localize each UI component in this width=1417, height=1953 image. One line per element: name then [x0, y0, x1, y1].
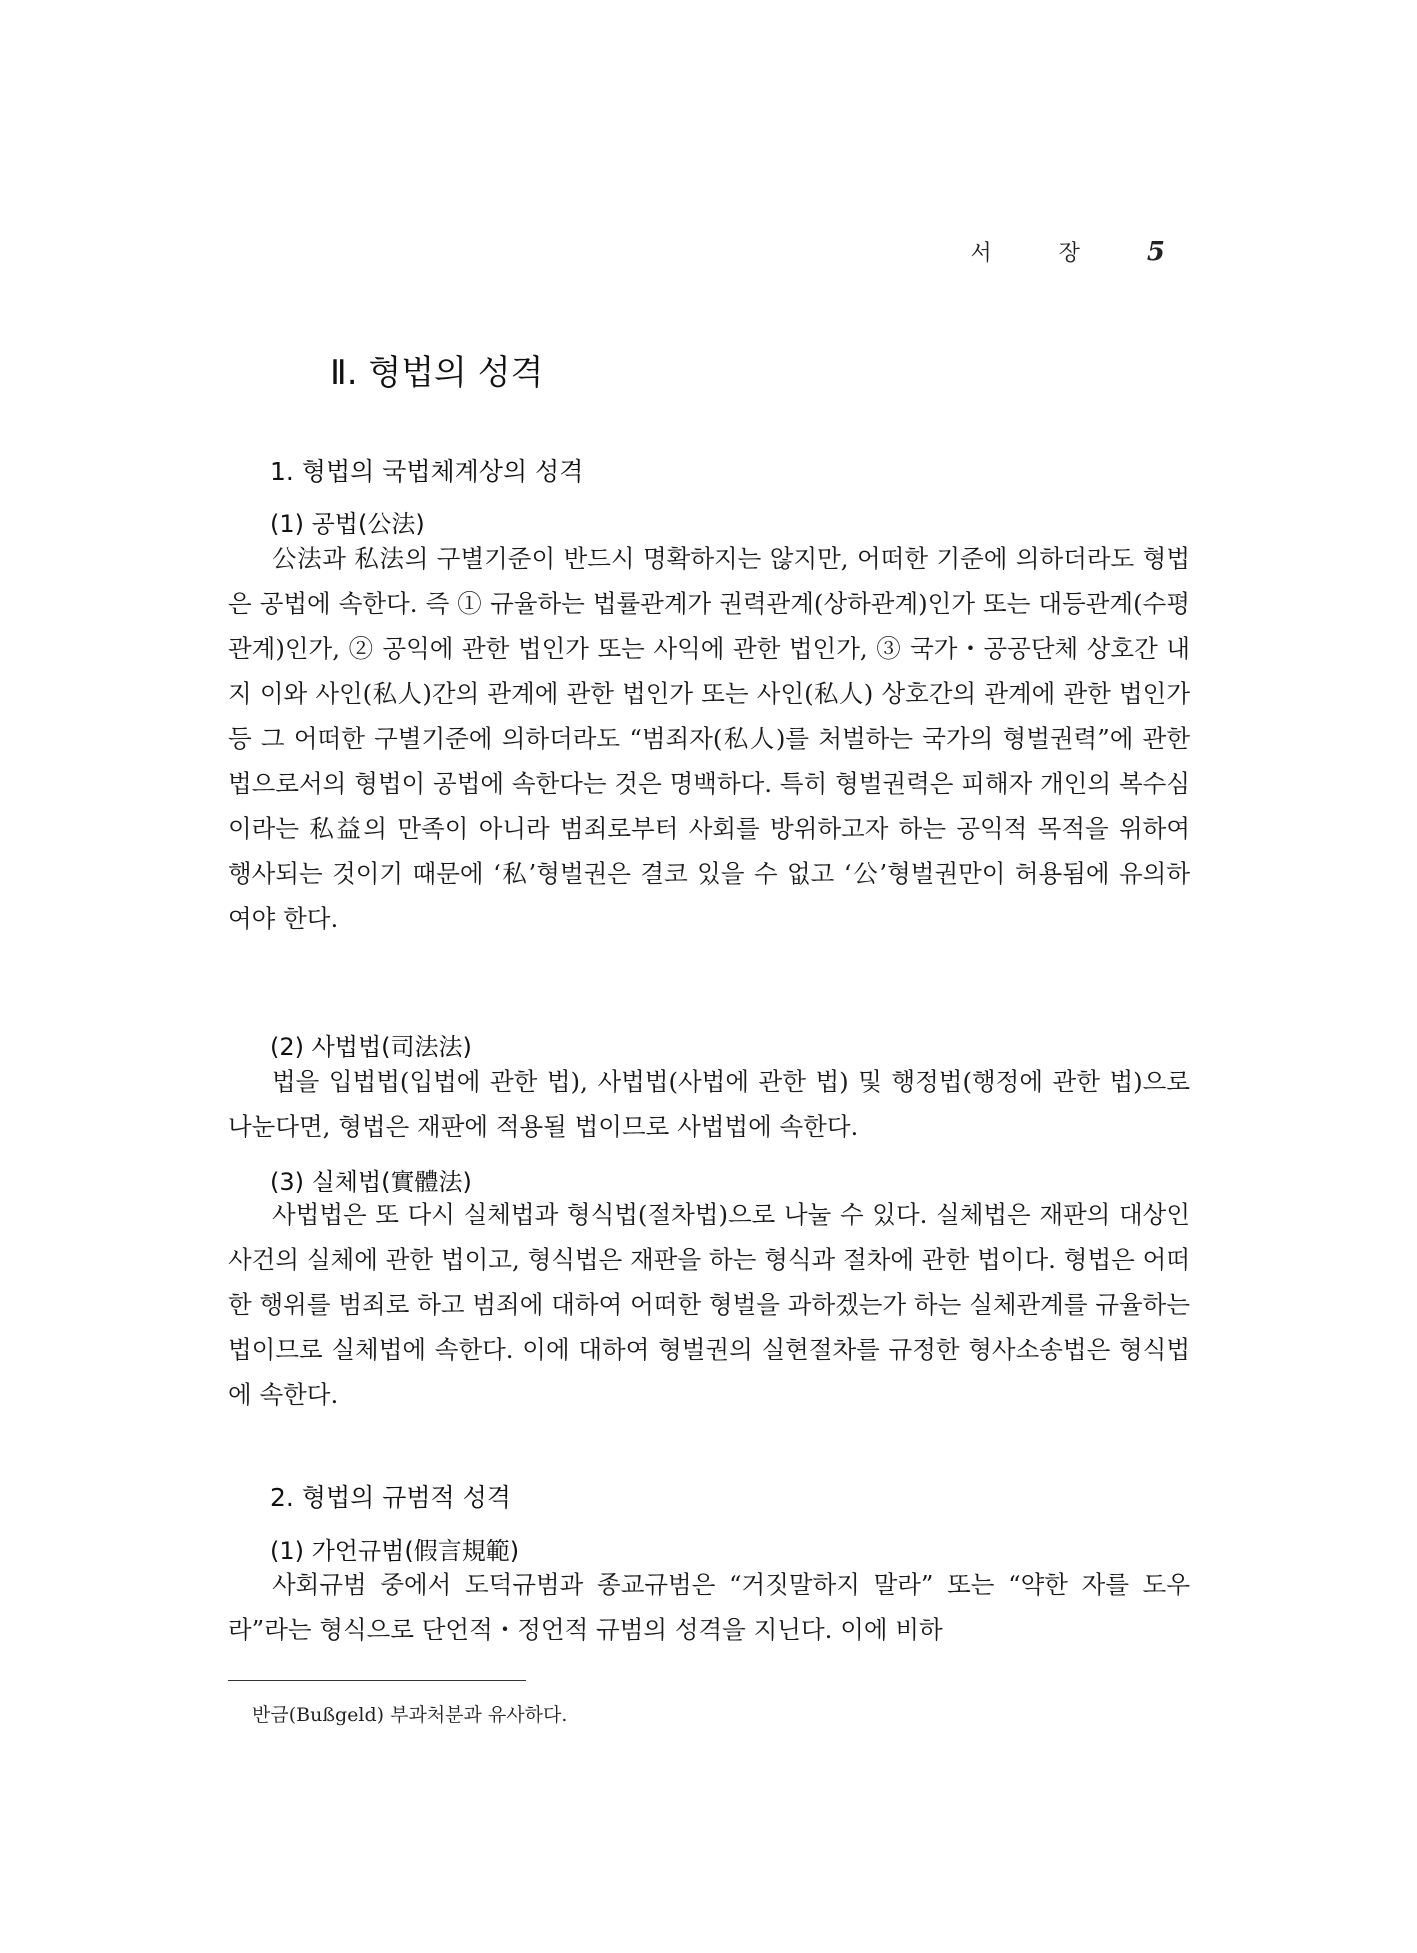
paragraph-judicial-law: 법을 입법법(입법에 관한 법), 사법법(사법에 관한 법) 및 행정법(행정에 관한 법)으로 나눈다면, 형법은 재판에 적용될 법이므로 사법법에 속한다. [228, 1067, 1190, 1141]
chapter-title: Ⅱ. 형법의 성격 [330, 353, 544, 393]
paragraph-substantive-law: 사법법은 또 다시 실체법과 형식법(절차법)으로 나눌 수 있다. 실체법은 재판의 대상인 사건의 실체에 관한 법이고, 형식법은 재판을 하는 형식과 절차에 관한 법이다. 형법은 어떠한 행위를 범죄로 하고 범죄에 대하여 어떠한 형벌을 과하겠는가 하는 실체관계를 규율하는 법이므로 실체법에 속한다. 이에 대하여 형벌권의 실현절차를 규정한 형사소송법은 형식법에 속한다. [228, 1200, 1190, 1409]
section-heading-2: 2. 형법의 규범적 성격 [270, 1483, 511, 1512]
footnote: 반금(Bußgeld) 부과처분과 유사하다. [252, 1704, 568, 1726]
subsection-heading-judicial-law: (2) 사법법(司法法) [270, 1033, 472, 1061]
subsection-heading-hypothetical-norm: (1) 가언규범(假言規範) [270, 1537, 520, 1565]
chapter-label: 서 장 [970, 241, 1110, 266]
footnote-divider [228, 1680, 526, 1681]
section-heading-1: 1. 형법의 국법체계상의 성격 [270, 457, 584, 486]
running-head [970, 236, 1165, 267]
paragraph-hypothetical-norm: 사회규범 중에서 도덕규범과 종교규범은 “거짓말하지 말라” 또는 “약한 자를 도우라”라는 형식으로 단언적・정언적 규범의 성격을 지닌다. 이에 비하 [228, 1570, 1190, 1644]
subsection-heading-substantive-law: (3) 실체법(實體法) [270, 1168, 472, 1196]
page-number: 5 [1146, 237, 1165, 267]
paragraph-public-law: 公法과 私法의 구별기준이 반드시 명확하지는 않지만, 어떠한 기준에 의하더라도 형법은 공법에 속한다. 즉 ① 규율하는 법률관계가 권력관계(상하관계)인가 또는 대등관계(수평관계)인가, ② 공익에 관한 법인가 또는 사익에 관한 법인가, ③ 국가・공공단체 상호간 내지 이와 사인(私人)간의 관계에 관한 법인가 또는 사인(私人) 상호간의 관계에 관한 법인가 등 그 어떠한 구별기준에 의하더라도 “범죄자(私人)를 처벌하는 국가의 형벌권력”에 관한 법으로서의 형법이 공법에 속한다는 것은 명백하다. 특히 형벌권력은 피해자 개인의 복수심이라는 私益의 만족이 아니라 범죄로부터 사회를 방위하고자 하는 공익적 목적을 위하여 행사되는 것이기 때문에 ‘私’형벌권은 결코 있을 수 없고 ‘公’형벌권만이 허용됨에 유의하여야 한다. [228, 544, 1190, 933]
subsection-heading-public-law: (1) 공법(公法) [270, 510, 425, 538]
